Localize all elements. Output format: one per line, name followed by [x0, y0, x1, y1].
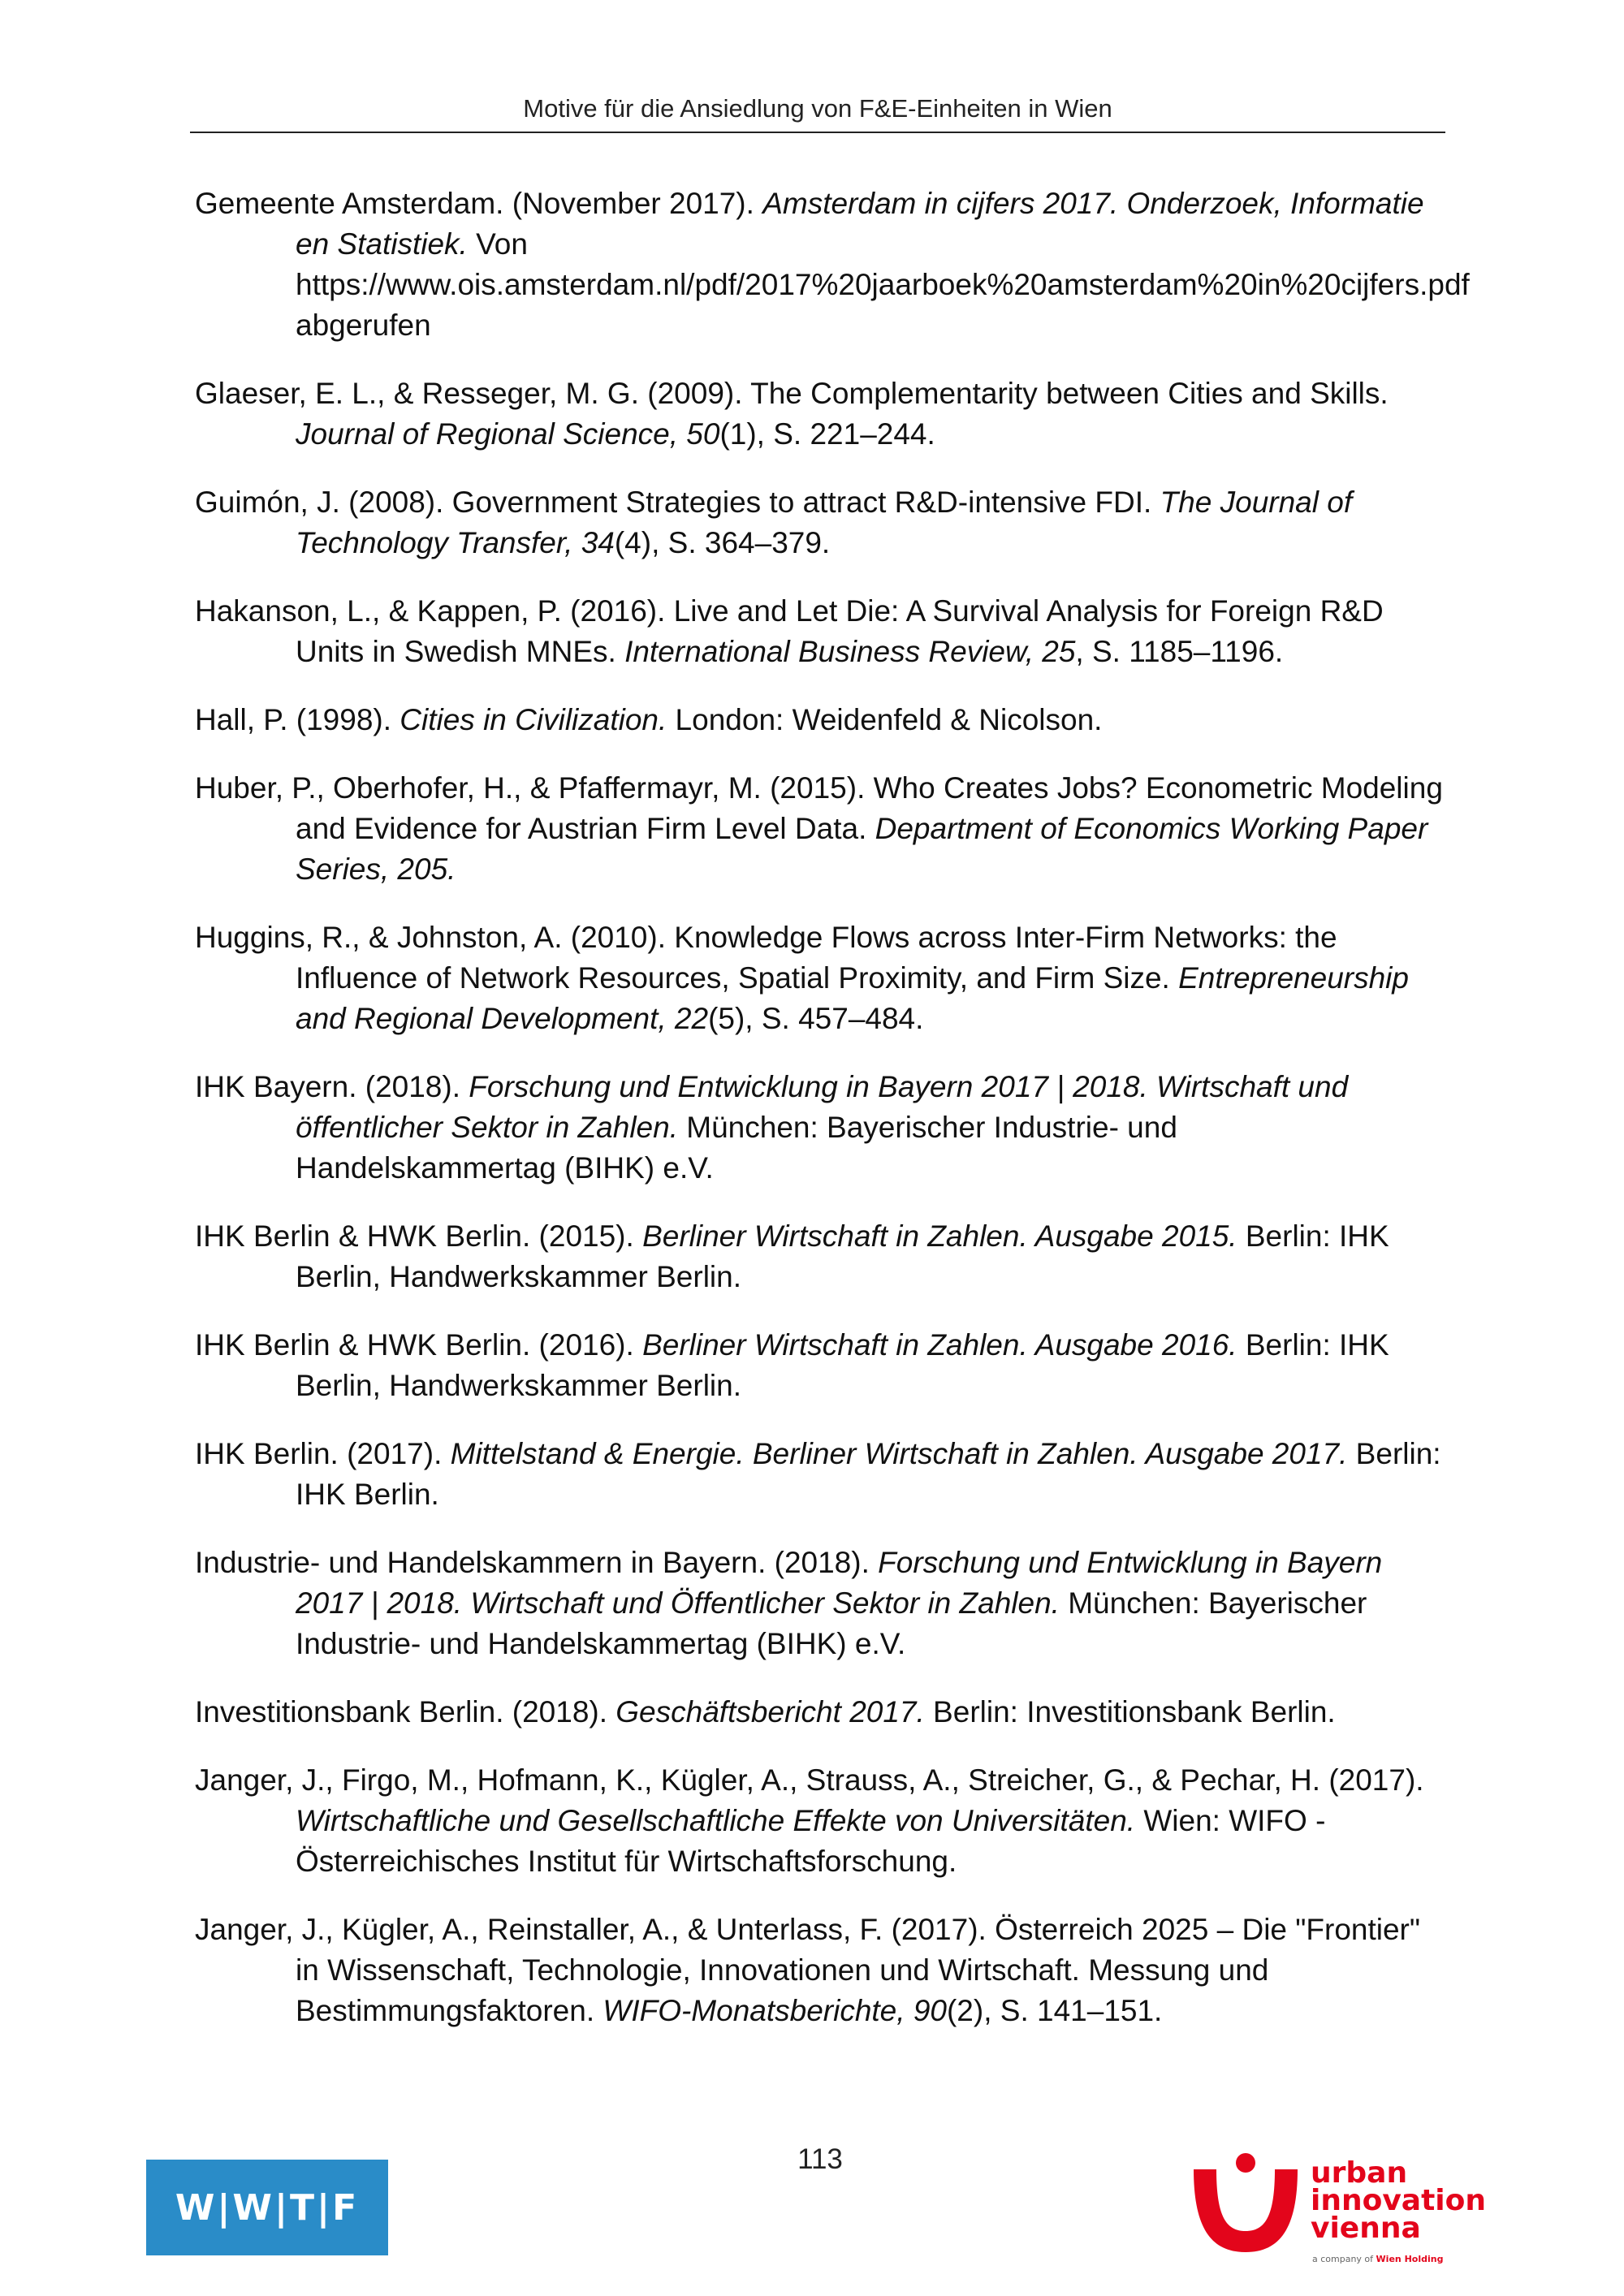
reference-entry: IHK Berlin. (2017). Mittelstand & Energie. Berliner Wirtschaft in Zahlen. Ausgabe 2017. Berlin: IHK Berlin.: [195, 1437, 1441, 1511]
reference-entry: Industrie- und Handelskammern in Bayern. (2018). Forschung und Entwicklung in Bayern 2017 | 2018. Wirtschaft und Öffentlicher Sektor in Zahlen. München: Bayerischer Industrie- und Handelskammertag (BIHK) e.V.: [195, 1546, 1383, 1660]
reference-entry: Janger, J., Firgo, M., Hofmann, K., Kügler, A., Strauss, A., Streicher, G., & Pechar, H. (2017). Wirtschaftliche und Gesellschaftliche Effekte von Universitäten. Wien: WIFO - Österreichisches Institut für Wirtschaftsforschung.: [195, 1763, 1424, 1878]
urban-innovation-vienna-logo-icon: [1187, 2151, 1302, 2257]
urban-innovation-vienna-wordmark: urban innovation vienna: [1311, 2156, 1486, 2245]
reference-entry: Janger, J., Kügler, A., Reinstaller, A., & Unterlass, F. (2017). Österreich 2025 – Die "Frontier" in Wissenschaft, Technologie, Innovationen und Wirtschaft. Messung und Bestimmungsfaktoren. WIFO-Monatsberichte, 90(2), S. 141–151.: [195, 1913, 1421, 2027]
reference-entry: Huggins, R., & Johnston, A. (2010). Knowledge Flows across Inter-Firm Networks: the Influence of Network Resources, Spatial Proximity, and Firm Size. Entrepreneurship and Regional Development, 22(5), S. 457–484.: [195, 921, 1409, 1035]
reference-entry: Hakanson, L., & Kappen, P. (2016). Live and Let Die: A Survival Analysis for Foreign R&D Units in Swedish MNEs. International Business Review, 25, S. 1185–1196.: [195, 594, 1384, 668]
wwtf-logo-text: W|W|T|F: [175, 2186, 360, 2229]
reference-entry: Investitionsbank Berlin. (2018). Geschäftsbericht 2017. Berlin: Investitionsbank Berlin.: [195, 1695, 1336, 1728]
running-header: Motive für die Ansiedlung von F&E-Einheiten in Wien: [523, 94, 1112, 123]
reference-entry: Hall, P. (1998). Cities in Civilization. London: Weidenfeld & Nicolson.: [195, 703, 1103, 736]
reference-entry: Huber, P., Oberhofer, H., & Pfaffermayr, M. (2015). Who Creates Jobs? Econometric Modeling and Evidence for Austrian Firm Level Data. Department of Economics Working Paper Series, 205.: [195, 771, 1443, 886]
reference-entry: Glaeser, E. L., & Resseger, M. G. (2009). The Complementarity between Cities and Skills. Journal of Regional Science, 50(1), S. 221–244.: [195, 377, 1389, 451]
uiv-subline: a company of Wien Holding: [1312, 2254, 1444, 2264]
reference-entry: IHK Berlin & HWK Berlin. (2015). Berliner Wirtschaft in Zahlen. Ausgabe 2015. Berlin: IHK Berlin, Handwerkskammer Berlin.: [195, 1219, 1389, 1293]
reference-entry: IHK Bayern. (2018). Forschung und Entwicklung in Bayern 2017 | 2018. Wirtschaft und öffentlicher Sektor in Zahlen. München: Bayerischer Industrie- und Handelskammertag (BIHK) e.V.: [195, 1070, 1349, 1185]
page-number: 113: [797, 2143, 843, 2175]
header-rule: [190, 132, 1445, 133]
reference-list: [195, 183, 1470, 2059]
wwtf-logo: [146, 2160, 388, 2255]
reference-entry: Gemeente Amsterdam. (November 2017). Amsterdam in cijfers 2017. Onderzoek, Informatie en Statistiek. Von https://www.ois.amsterdam.nl/pdf/2017%20jaarboek%20amsterdam%20in%20cijfers.pdf abgerufen: [195, 187, 1470, 342]
reference-entry: Guimón, J. (2008). Government Strategies to attract R&D-intensive FDI. The Journal of Technology Transfer, 34(4), S. 364–379.: [195, 486, 1353, 559]
reference-entry: IHK Berlin & HWK Berlin. (2016). Berliner Wirtschaft in Zahlen. Ausgabe 2016. Berlin: IHK Berlin, Handwerkskammer Berlin.: [195, 1328, 1389, 1402]
